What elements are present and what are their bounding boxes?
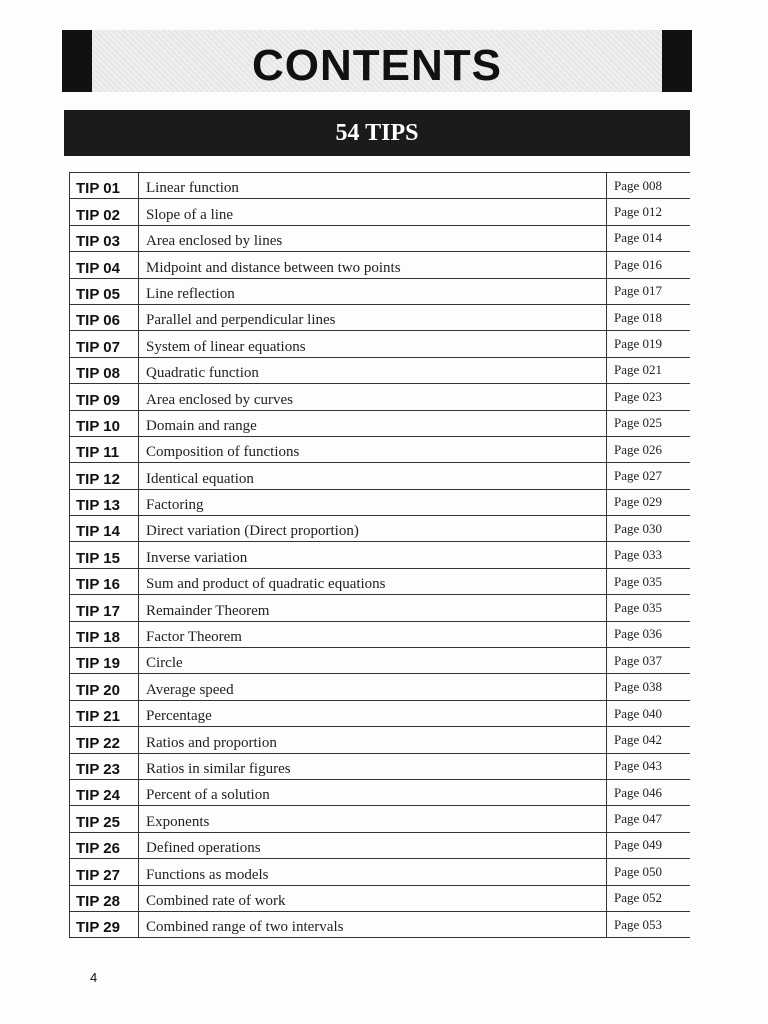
tip-number: TIP 25 [70, 806, 139, 832]
table-row [70, 252, 691, 278]
tip-number: TIP 02 [70, 199, 139, 225]
tip-topic: Remainder Theorem [139, 595, 607, 621]
tip-number: TIP 21 [70, 700, 139, 726]
tip-number: TIP 29 [70, 911, 139, 937]
table-row [70, 199, 691, 225]
tip-page-reference: Page 008 [607, 173, 691, 199]
table-row [70, 357, 691, 383]
tip-page-reference: Page 014 [607, 225, 691, 251]
tip-topic: Combined range of two intervals [139, 911, 607, 937]
tip-number: TIP 19 [70, 648, 139, 674]
table-row [70, 885, 691, 911]
title-right-black-bar [662, 30, 692, 92]
table-row [70, 806, 691, 832]
tip-page-reference: Page 046 [607, 779, 691, 805]
table-row [70, 436, 691, 462]
tip-number: TIP 05 [70, 278, 139, 304]
table-row [70, 832, 691, 858]
tip-page-reference: Page 049 [607, 832, 691, 858]
table-row [70, 489, 691, 515]
tip-page-reference: Page 033 [607, 542, 691, 568]
tip-number: TIP 08 [70, 357, 139, 383]
tip-topic: Functions as models [139, 859, 607, 885]
tip-page-reference: Page 030 [607, 516, 691, 542]
tip-topic: Ratios and proportion [139, 727, 607, 753]
page-title: CONTENTS [252, 41, 502, 90]
tip-page-reference: Page 023 [607, 384, 691, 410]
tip-page-reference: Page 043 [607, 753, 691, 779]
tip-page-reference: Page 035 [607, 568, 691, 594]
toc-body [70, 173, 691, 938]
tip-number: TIP 27 [70, 859, 139, 885]
tip-number: TIP 03 [70, 225, 139, 251]
tip-number: TIP 24 [70, 779, 139, 805]
table-row [70, 674, 691, 700]
tip-topic: Factoring [139, 489, 607, 515]
tip-number: TIP 26 [70, 832, 139, 858]
table-row [70, 859, 691, 885]
table-row [70, 621, 691, 647]
tip-number: TIP 01 [70, 173, 139, 199]
tip-page-reference: Page 021 [607, 357, 691, 383]
tip-page-reference: Page 042 [607, 727, 691, 753]
tip-page-reference: Page 052 [607, 885, 691, 911]
table-row [70, 304, 691, 330]
table-of-contents [69, 172, 690, 938]
table-row [70, 384, 691, 410]
title-left-black-bar [62, 30, 92, 92]
tip-topic: Quadratic function [139, 357, 607, 383]
tip-number: TIP 04 [70, 252, 139, 278]
table-row [70, 595, 691, 621]
tip-page-reference: Page 035 [607, 595, 691, 621]
tip-topic: Line reflection [139, 278, 607, 304]
tip-topic: Parallel and perpendicular lines [139, 304, 607, 330]
tip-topic: Linear function [139, 173, 607, 199]
tip-page-reference: Page 019 [607, 331, 691, 357]
tip-number: TIP 15 [70, 542, 139, 568]
tip-topic: Midpoint and distance between two points [139, 252, 607, 278]
tip-page-reference: Page 016 [607, 252, 691, 278]
table-row [70, 753, 691, 779]
tip-topic: Area enclosed by curves [139, 384, 607, 410]
table-row [70, 700, 691, 726]
tip-page-reference: Page 029 [607, 489, 691, 515]
tip-number: TIP 13 [70, 489, 139, 515]
tip-topic: Percent of a solution [139, 779, 607, 805]
tip-page-reference: Page 025 [607, 410, 691, 436]
tip-number: TIP 09 [70, 384, 139, 410]
tip-topic: Slope of a line [139, 199, 607, 225]
tip-page-reference: Page 037 [607, 648, 691, 674]
tip-page-reference: Page 018 [607, 304, 691, 330]
table-row [70, 225, 691, 251]
tip-page-reference: Page 026 [607, 436, 691, 462]
table-row [70, 542, 691, 568]
tip-number: TIP 14 [70, 516, 139, 542]
table-row [70, 173, 691, 199]
tip-number: TIP 22 [70, 727, 139, 753]
table-row [70, 779, 691, 805]
table-row [70, 568, 691, 594]
tip-page-reference: Page 040 [607, 700, 691, 726]
tip-topic: Circle [139, 648, 607, 674]
table-row [70, 410, 691, 436]
tip-number: TIP 11 [70, 436, 139, 462]
tip-page-reference: Page 038 [607, 674, 691, 700]
table-row [70, 278, 691, 304]
page-number: 4 [90, 970, 98, 985]
table-row [70, 648, 691, 674]
table-row [70, 516, 691, 542]
tip-topic: Sum and product of quadratic equations [139, 568, 607, 594]
tip-topic: Inverse variation [139, 542, 607, 568]
tip-topic: Combined rate of work [139, 885, 607, 911]
tip-topic: System of linear equations [139, 331, 607, 357]
table-row [70, 331, 691, 357]
tip-topic: Direct variation (Direct proportion) [139, 516, 607, 542]
tip-topic: Exponents [139, 806, 607, 832]
tip-number: TIP 23 [70, 753, 139, 779]
tip-topic: Percentage [139, 700, 607, 726]
table-row [70, 911, 691, 937]
tip-topic: Average speed [139, 674, 607, 700]
table-row [70, 463, 691, 489]
tip-page-reference: Page 017 [607, 278, 691, 304]
tip-topic: Factor Theorem [139, 621, 607, 647]
tip-page-reference: Page 012 [607, 199, 691, 225]
tip-number: TIP 20 [70, 674, 139, 700]
tip-number: TIP 06 [70, 304, 139, 330]
tip-topic: Defined operations [139, 832, 607, 858]
tip-number: TIP 07 [70, 331, 139, 357]
tip-topic: Composition of functions [139, 436, 607, 462]
tip-topic: Domain and range [139, 410, 607, 436]
tip-page-reference: Page 036 [607, 621, 691, 647]
tip-page-reference: Page 053 [607, 911, 691, 937]
tip-number: TIP 18 [70, 621, 139, 647]
section-banner: 54 TIPS [64, 110, 690, 156]
tip-topic: Ratios in similar figures [139, 753, 607, 779]
tip-page-reference: Page 027 [607, 463, 691, 489]
tip-number: TIP 12 [70, 463, 139, 489]
tip-number: TIP 17 [70, 595, 139, 621]
tip-page-reference: Page 047 [607, 806, 691, 832]
tip-topic: Area enclosed by lines [139, 225, 607, 251]
table-row [70, 727, 691, 753]
tip-number: TIP 10 [70, 410, 139, 436]
tip-number: TIP 16 [70, 568, 139, 594]
tip-page-reference: Page 050 [607, 859, 691, 885]
tip-number: TIP 28 [70, 885, 139, 911]
tip-topic: Identical equation [139, 463, 607, 489]
